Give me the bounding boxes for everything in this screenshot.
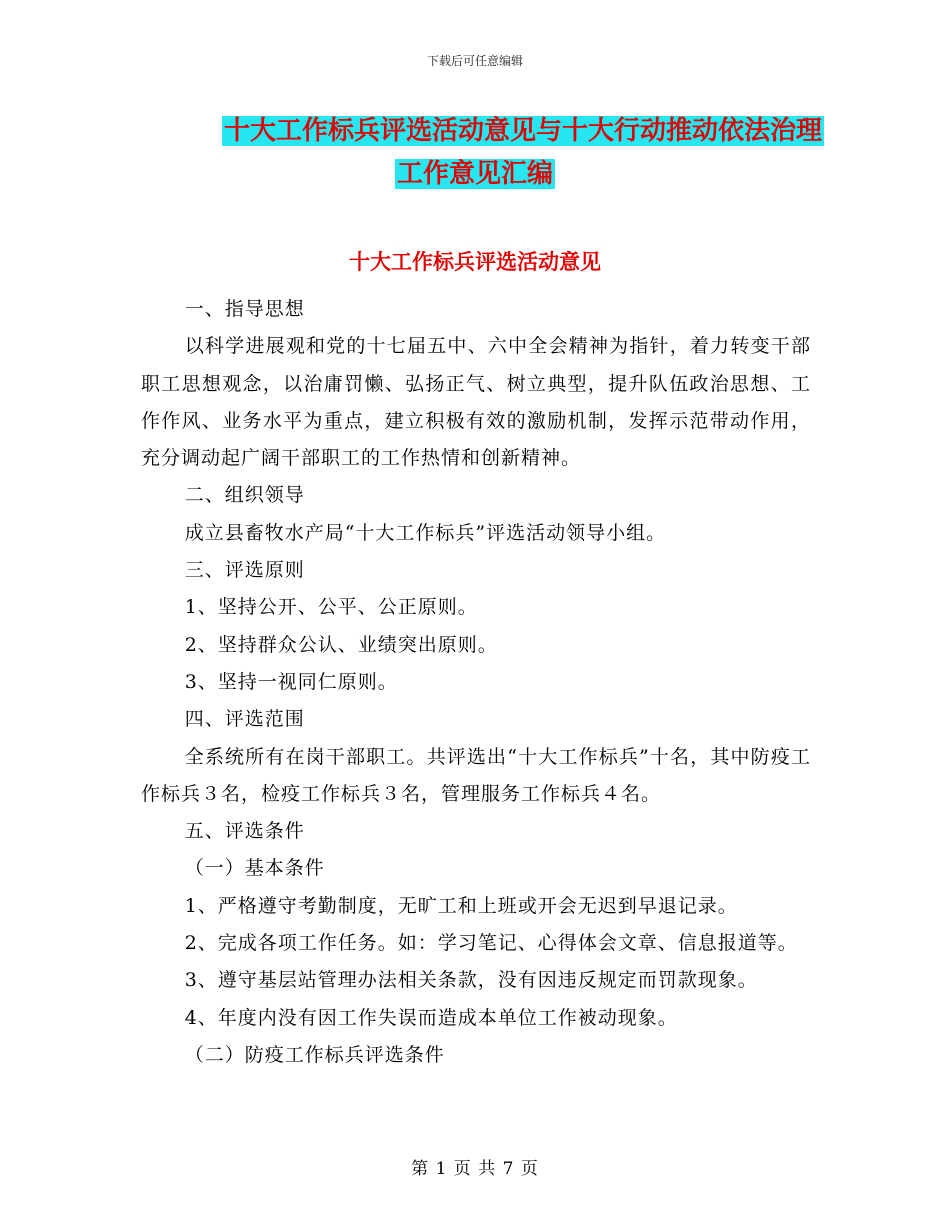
subheading-basic-conditions: （一）基本条件 [184,857,325,880]
principle-item-1: 1、坚持公开、公平、公正原则。 [184,596,478,619]
condition-item-3: 3、遵守基层站管理办法相关条款，没有因违反规定而罚款现象。 [184,969,758,992]
heading-scope: 四、评选范围 [184,708,305,731]
document-title-line-1 [48,111,950,151]
section-title: 十大工作标兵评选活动意见 [349,250,601,274]
condition-item-2: 2、完成各项工作任务。如：学习笔记、心得体会文章、信息报道等。 [184,932,798,955]
heading-principles: 三、评选原则 [184,559,305,582]
principle-item-3: 3、坚持一视同仁原则。 [184,670,398,693]
paragraph-organization: 成立县畜牧水产局“十大工作标兵”评选活动领导小组。 [184,521,667,544]
document-title-line-2 [0,154,950,194]
principle-item-2: 2、坚持群众公认、业绩突出原则。 [184,633,498,656]
title-highlight-2: 工作意见汇编 [396,159,553,189]
heading-conditions: 五、评选条件 [184,820,305,843]
subheading-epidemic-conditions: （二）防疫工作标兵评选条件 [184,1043,445,1066]
heading-organization: 二、组织领导 [184,484,305,507]
heading-guiding-thought: 一、指导思想 [184,298,305,320]
paragraph-scope: 全系统所有在岗干部职工。共评选出“十大工作标兵”十名，其中防疫工作标兵３名，检疫工作标兵３名，管理服务工作标兵４名。 [141,745,811,805]
document-body [141,291,811,1074]
page-header-note: 下载后可任意编辑 [426,54,523,68]
paragraph-guiding-thought: 以科学进展观和党的十七届五中、六中全会精神为指针，着力转变干部职工思想观念，以治庸罚懒、弘扬正气、树立典型，提升队伍政治思想、工作作风、业务水平为重点，建立积极有效的激励机制，发挥示范带动作用，充分调动起广阔干部职工的工作热情和创新精神。 [141,335,811,470]
page-number: 第 1 页 共 7 页 [411,1159,539,1179]
condition-item-4: 4、年度内没有因工作失误而造成本单位工作被动现象。 [184,1006,678,1029]
condition-item-1: 1、严格遵守考勤制度，无旷工和上班或开会无迟到早退记录。 [184,894,738,917]
title-highlight-1: 十大工作标兵评选活动意见与十大行动推动依法治理 [223,116,822,146]
